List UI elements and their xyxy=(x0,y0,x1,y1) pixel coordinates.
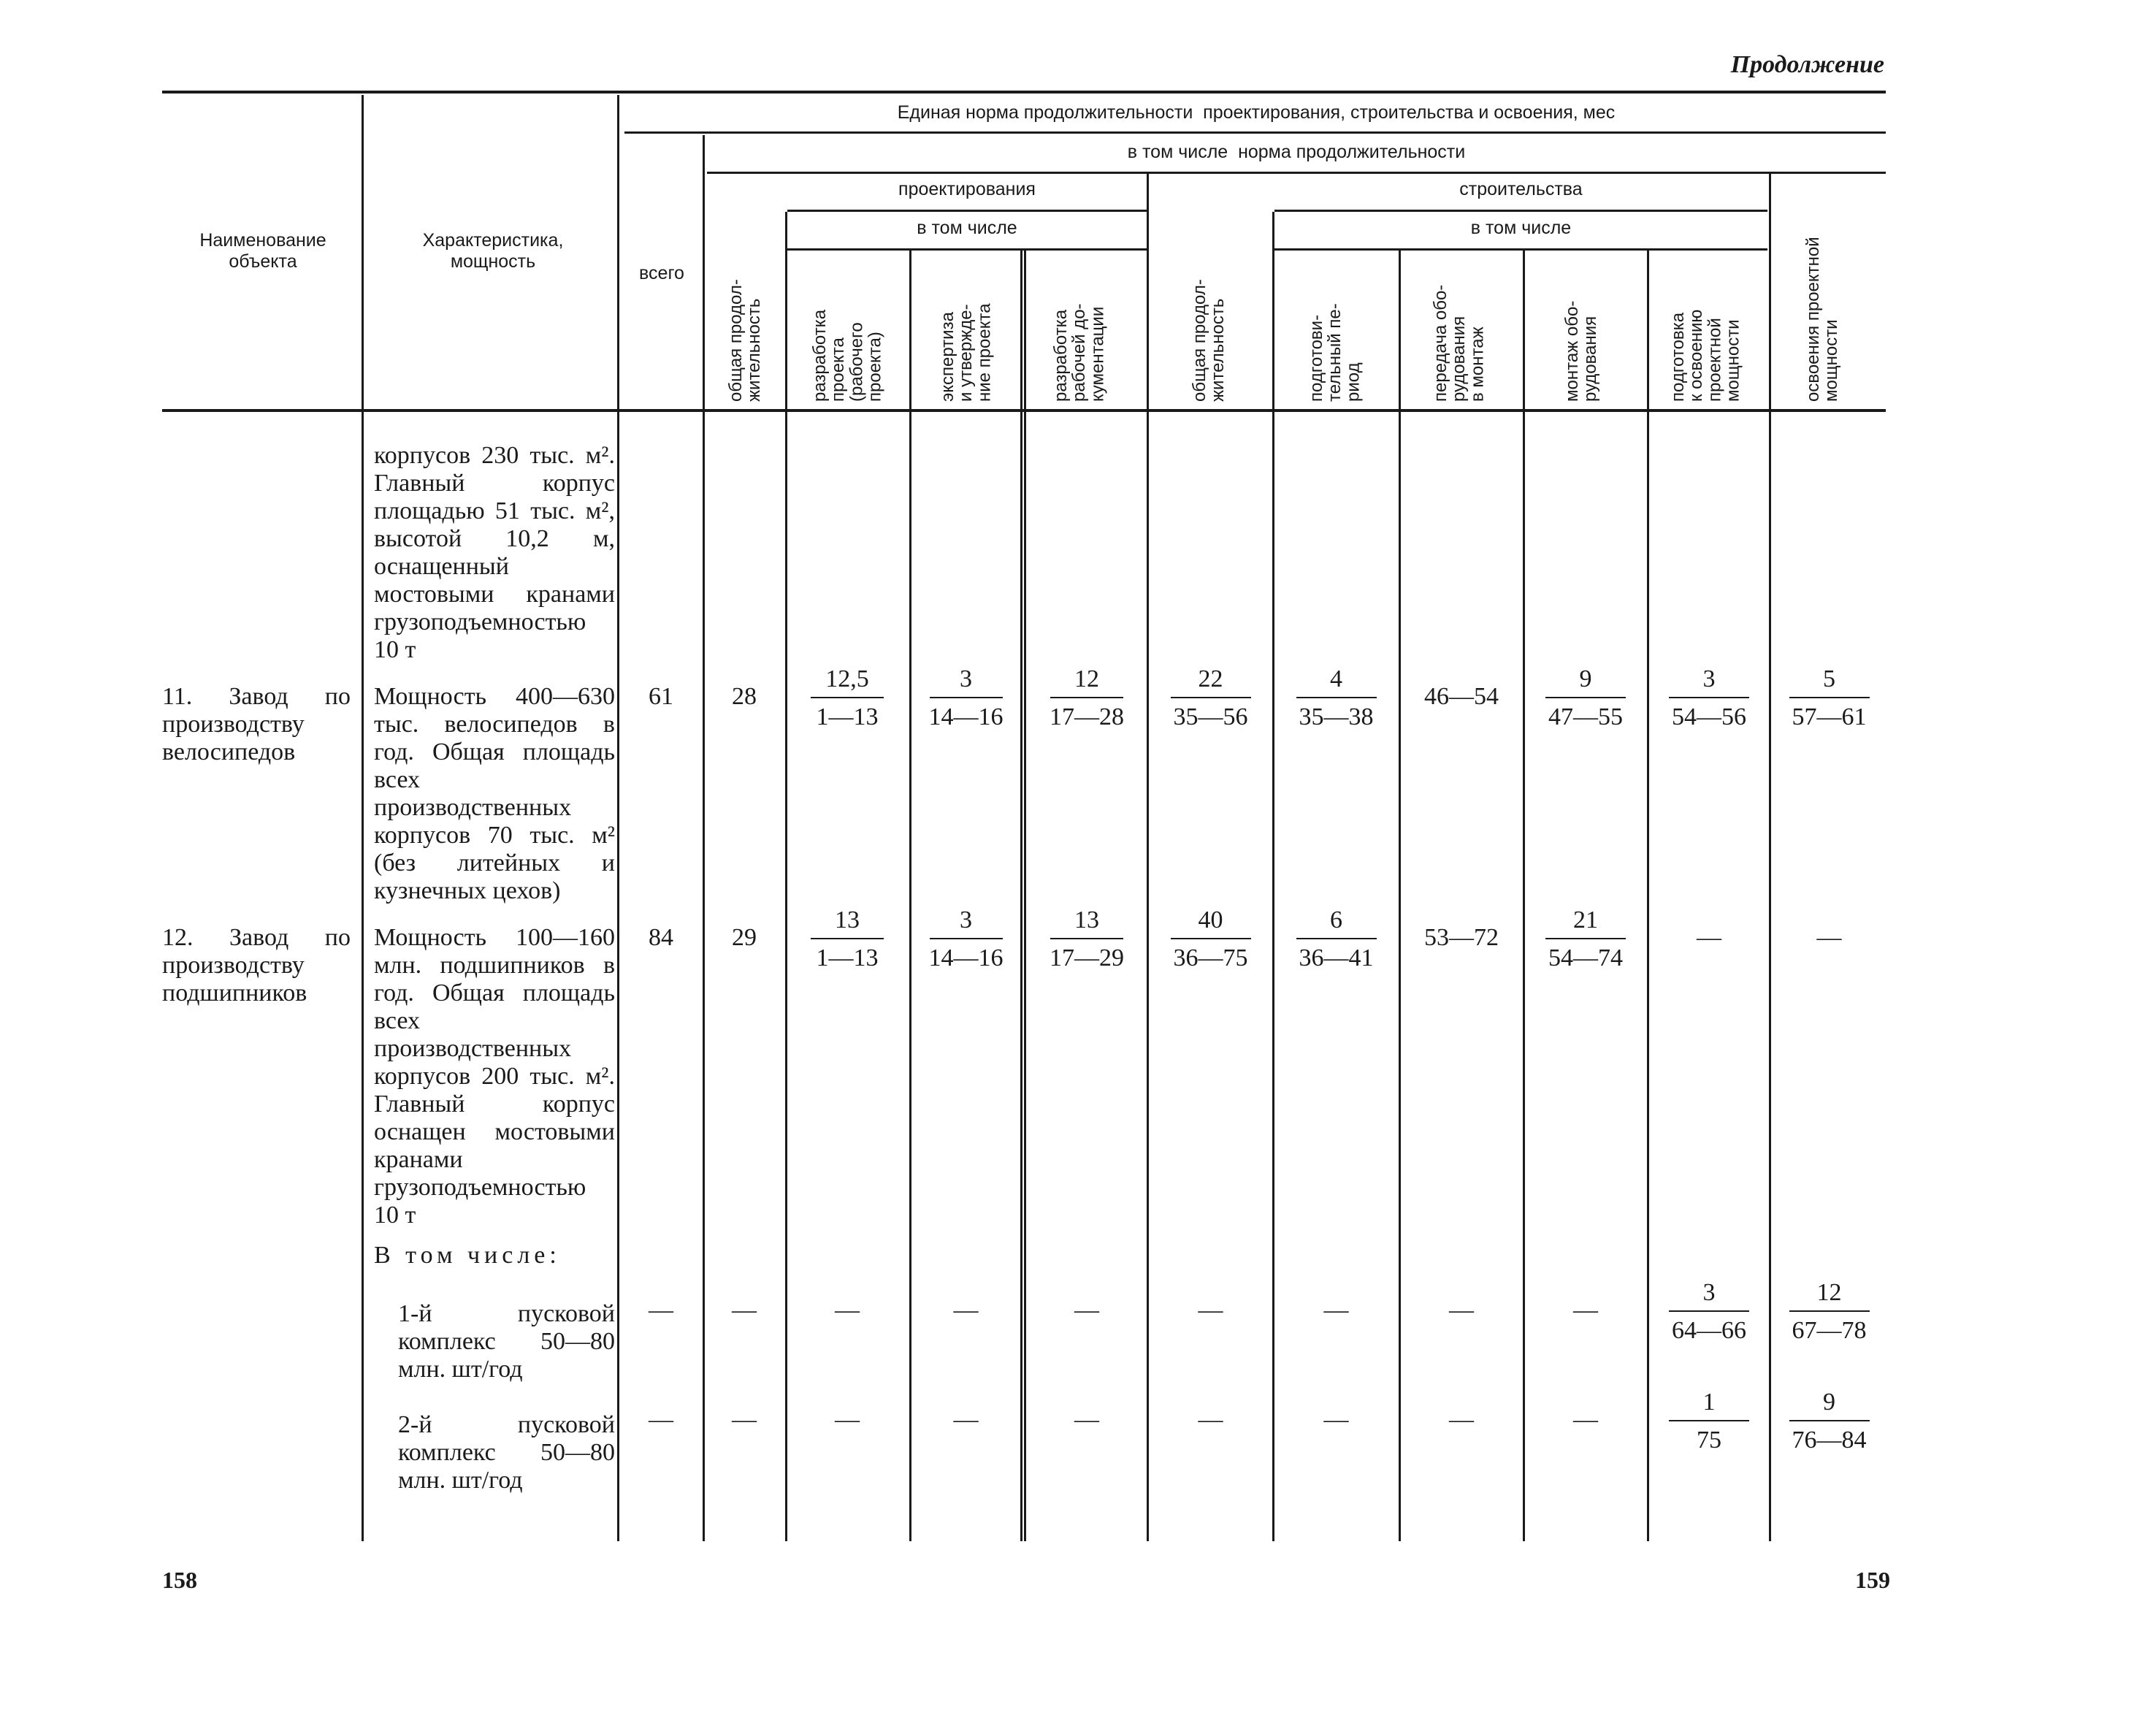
row12-characteristic: Мощность 100—160 млн. подшипников в год. Общая площадь всех производственных корпусов 200 тыс. м². Главный корпус оснащен мостовыми кранами грузоподъемностью 10 т xyxy=(374,924,615,1229)
top-rule xyxy=(162,91,1886,93)
page-number-right: 159 xyxy=(1855,1567,1890,1593)
c2-design-doc: — xyxy=(1074,1406,1099,1433)
row12-design-doc: 13 17—29 xyxy=(1050,906,1124,971)
col-line-8 xyxy=(1147,174,1149,1541)
col-line-4 xyxy=(785,212,787,1541)
col-line-5 xyxy=(909,251,911,1541)
row12-constr-transfer: 53—72 xyxy=(1424,924,1499,951)
row11-constr-total: 22 35—56 xyxy=(1150,665,1271,732)
row12-total: 84 xyxy=(649,924,673,951)
row12-name: 12. Завод по производству подшипников xyxy=(162,924,351,1007)
c1-design-total: — xyxy=(732,1297,757,1324)
col-line-3 xyxy=(703,135,705,1541)
row11-mastering: 5 57—61 xyxy=(1773,665,1886,732)
construction-including: в том числе xyxy=(1470,218,1572,238)
row11-design-dev: 12,5 1—13 xyxy=(789,665,906,732)
vh-design-doc: разработка рабочей до- кументации xyxy=(1051,303,1108,402)
row11-constr-prep: 4 35—38 xyxy=(1276,665,1396,732)
row11-characteristic: Мощность 400—630 тыс. велосипедов в год. Общая площадь всех производственных корпусов 70 тыс. м² (без литейных и кузнечных цехов) xyxy=(374,683,615,904)
col-line-1 xyxy=(362,95,364,1541)
rule-constr-incl xyxy=(1274,248,1767,251)
row12-constr-mount: 21 54—74 xyxy=(1526,906,1645,973)
c2-total: — xyxy=(649,1406,673,1433)
row12-design-dev: 13 1—13 xyxy=(789,906,906,973)
cont-characteristic: корпусов 230 тыс. м². Главный корпус площадью 51 тыс. м², высотой 10,2 м, оснащенный мостовыми кранами грузоподъемностью 10 т xyxy=(374,442,615,663)
continuation-label: Продолжение xyxy=(1730,51,1884,78)
c2-constr-prep: — xyxy=(1323,1406,1349,1433)
vh-constr-prep: подготови- тельный пе- риод xyxy=(1307,303,1364,402)
c1-constr-mount: — xyxy=(1573,1297,1598,1324)
col-header-name: Наименование объекта xyxy=(199,230,326,272)
c2-design-total: — xyxy=(732,1406,757,1433)
c1-design-doc: — xyxy=(1074,1297,1099,1324)
row12-constr-readiness: — xyxy=(1697,924,1721,951)
including-norm: в том числе норма продолжительности xyxy=(1127,142,1466,162)
vh-mastering: освоения проектной мощности xyxy=(1803,237,1842,402)
c1-constr-readiness: 3 64—66 xyxy=(1651,1278,1767,1345)
row11-name: 11. Завод по производству велосипедов xyxy=(162,683,351,765)
col-line-6 xyxy=(1020,251,1022,1541)
rule-under-incl xyxy=(707,172,1886,174)
row12-mastering: — xyxy=(1816,924,1842,951)
c2-constr-total: — xyxy=(1198,1406,1223,1433)
rule-constr-sub xyxy=(1274,210,1767,212)
construction-header: строительства xyxy=(1459,179,1583,199)
design-header: проектирования xyxy=(898,179,1036,199)
row11-design-doc: 12 17—28 xyxy=(1050,665,1124,730)
vh-constr-total: общая продол- жительность xyxy=(1190,279,1228,402)
c2-constr-transfer: — xyxy=(1449,1406,1474,1433)
c2-design-dev: — xyxy=(835,1406,860,1433)
row11-constr-mount: 9 47—55 xyxy=(1526,665,1645,732)
row12-constr-prep: 6 36—41 xyxy=(1276,906,1396,973)
c1-constr-total: — xyxy=(1198,1297,1223,1324)
col-line-9 xyxy=(1272,212,1274,1541)
c1-constr-transfer: — xyxy=(1449,1297,1474,1324)
c2-constr-mount: — xyxy=(1573,1406,1598,1433)
c1-mastering: 12 67—78 xyxy=(1773,1278,1886,1345)
c2-characteristic: 2-й пусковой комплекс 50—80 млн. шт/год xyxy=(398,1411,615,1494)
including-label: В том числе: xyxy=(374,1242,561,1269)
col-line-10 xyxy=(1399,251,1401,1541)
vh-design-exp: экспертиза и утвержде- ние проекта xyxy=(938,303,995,402)
col-line-2 xyxy=(617,95,619,1541)
design-including: в том числе xyxy=(917,218,1017,238)
row11-design-exp: 3 14—16 xyxy=(928,665,1004,730)
c1-characteristic: 1-й пусковой комплекс 50—80 млн. шт/год xyxy=(398,1300,615,1383)
rule-design-incl xyxy=(787,248,1147,251)
col-line-12 xyxy=(1647,251,1649,1541)
col-line-11 xyxy=(1523,251,1525,1541)
col-header-characteristic: Характеристика, мощность xyxy=(422,230,564,272)
c1-constr-prep: — xyxy=(1323,1297,1349,1324)
c1-total: — xyxy=(649,1297,673,1324)
row12-constr-total: 40 36—75 xyxy=(1150,906,1271,973)
row11-constr-transfer: 46—54 xyxy=(1424,683,1499,710)
col-header-total: всего xyxy=(639,263,684,283)
col-line-13 xyxy=(1769,174,1771,1541)
c1-design-dev: — xyxy=(835,1297,860,1324)
c1-design-exp: — xyxy=(953,1297,979,1324)
vh-design-total: общая продол- жительность xyxy=(726,279,765,402)
row11-constr-readiness: 3 54—56 xyxy=(1651,665,1767,732)
vh-design-dev: разработка проекта (рабочего проекта) xyxy=(810,309,885,402)
vh-constr-transfer: передача обо- рудования в монтаж xyxy=(1431,284,1488,402)
rule-under-title xyxy=(624,131,1886,134)
row11-total: 61 xyxy=(649,683,673,710)
vh-constr-mount: монтаж обо- рудования xyxy=(1562,300,1601,402)
c2-constr-readiness: 1 75 xyxy=(1651,1388,1767,1455)
c2-mastering: 9 76—84 xyxy=(1773,1388,1886,1455)
row11-design-total: 28 xyxy=(732,683,757,710)
c2-design-exp: — xyxy=(953,1406,979,1433)
vh-constr-readiness: подготовка к освоению проектной мощности xyxy=(1668,309,1743,402)
row12-design-total: 29 xyxy=(732,924,757,951)
row12-design-exp: 3 14—16 xyxy=(928,906,1004,971)
col-line-7 xyxy=(1024,251,1026,1541)
rule-design-sub xyxy=(787,210,1147,212)
norm-title: Единая норма продолжительности проектирования, строительства и освоения, мес xyxy=(897,102,1616,123)
page-number-left: 158 xyxy=(162,1567,197,1593)
